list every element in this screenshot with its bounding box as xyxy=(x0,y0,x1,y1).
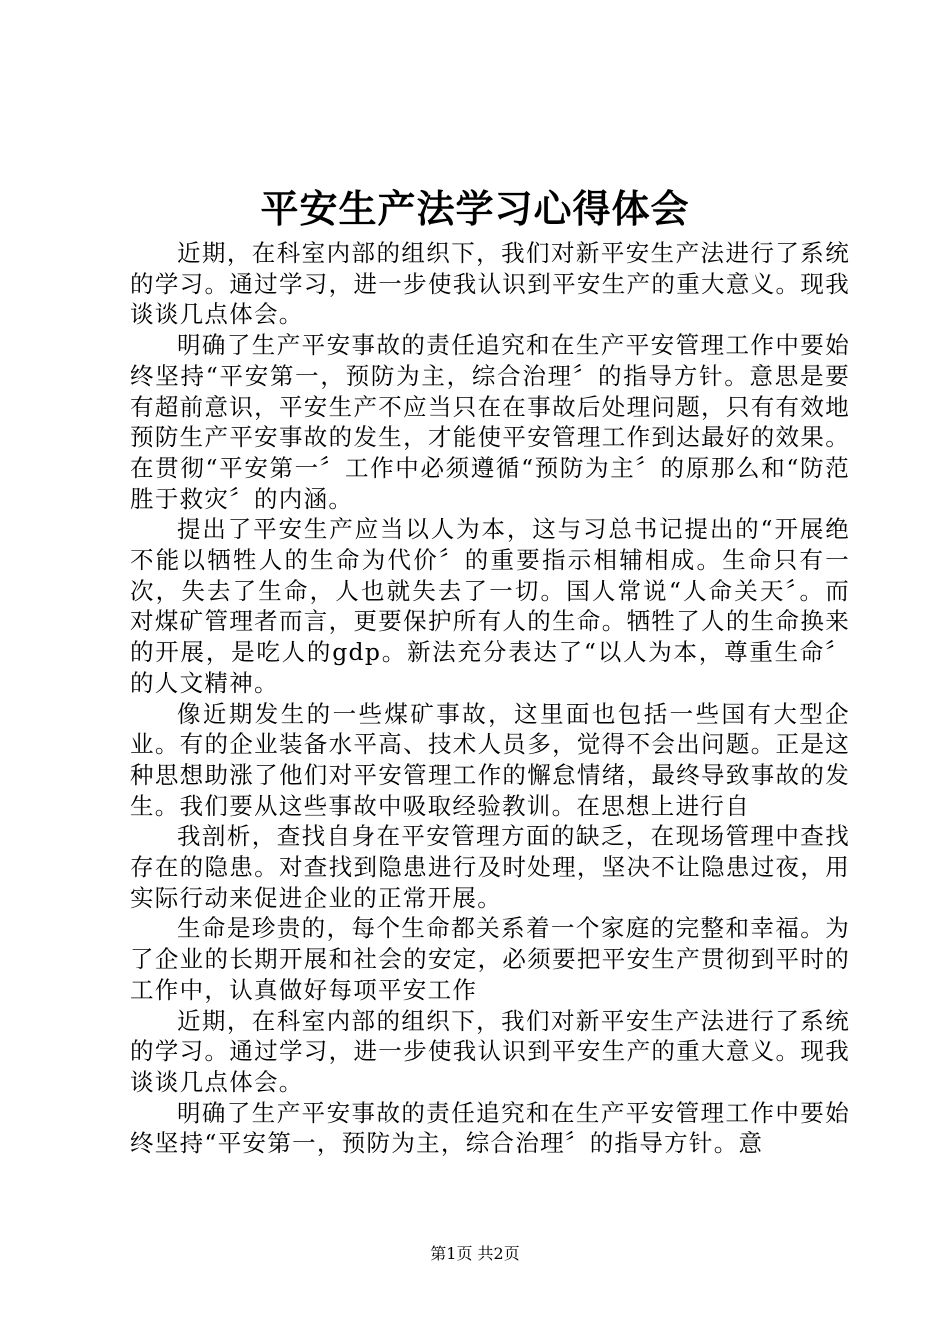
paragraph: 生命是珍贵的，每个生命都关系着一个家庭的完整和幸福。为了企业的长期开展和社会的安定，必须要把平安生产贯彻到平时的工作中，认真做好每项平安工作 xyxy=(130,914,850,1004)
paragraph: 近期，在科室内部的组织下，我们对新平安生产法进行了系统的学习。通过学习，进一步使我认识到平安生产的重大意义。现我谈谈几点体会。 xyxy=(130,1006,850,1096)
document-body xyxy=(130,238,850,1159)
document-title: 平安生产法学习心得体会 xyxy=(260,186,690,231)
paragraph: 我剖析，查找自身在平安管理方面的缺乏，在现场管理中查找存在的隐患。对查找到隐患进行及时处理，坚决不让隐患过夜，用实际行动来促进企业的正常开展。 xyxy=(130,822,850,912)
paragraph: 提出了平安生产应当以人为本，这与习总书记提出的“开展绝不能以牺牲人的生命为代价〞的重要指示相辅相成。生命只有一次，失去了生命，人也就失去了一切。国人常说“人命关天〞。而对煤矿管理者而言，更要保护所有人的生命。牺牲了人的生命换来的开展，是吃人的gdp。新法充分表达了“以人为本，尊重生命〞的人文精神。 xyxy=(130,515,850,697)
paragraph: 明确了生产平安事故的责任追究和在生产平安管理工作中要始终坚持“平安第一，预防为主，综合治理〞的指导方针。意思是要有超前意识，平安生产不应当只在在事故后处理问题，只有有效地预防生产平安事故的发生，才能使平安管理工作到达最好的效果。在贯彻“平安第一〞工作中必须遵循“预防为主〞的原那么和“防范胜于救灾〞的内涵。 xyxy=(130,331,850,513)
paragraph: 近期，在科室内部的组织下，我们对新平安生产法进行了系统的学习。通过学习，进一步使我认识到平安生产的重大意义。现我谈谈几点体会。 xyxy=(130,239,850,329)
paragraph: 明确了生产平安事故的责任追究和在生产平安管理工作中要始终坚持“平安第一，预防为主，综合治理〞的指导方针。意 xyxy=(130,1098,850,1158)
paragraph: 像近期发生的一些煤矿事故，这里面也包括一些国有大型企业。有的企业装备水平高、技术人员多，觉得不会出问题。正是这种思想助涨了他们对平安管理工作的懈怠情绪，最终导致事故的发生。我们要从这些事故中吸取经验教训。在思想上进行自 xyxy=(130,699,850,820)
page-number-footer: 第1页 共2页 xyxy=(430,1244,520,1263)
